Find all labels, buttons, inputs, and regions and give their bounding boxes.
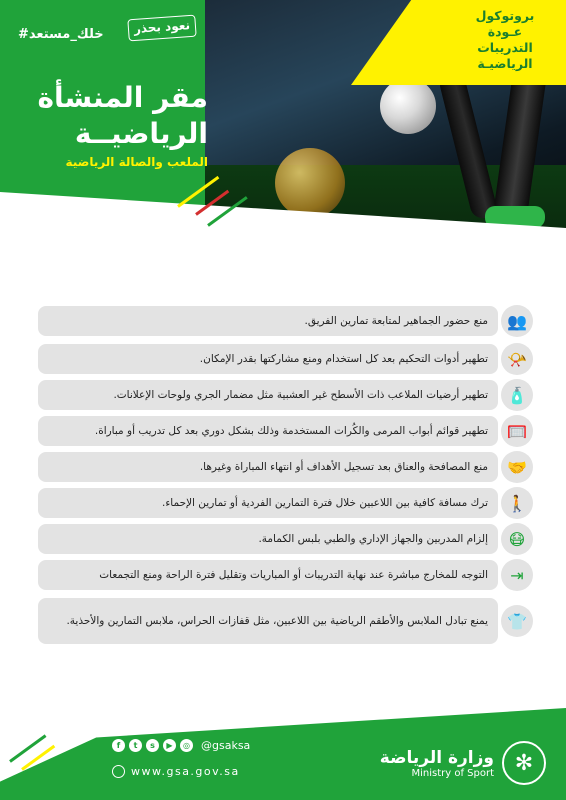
page-subtitle: الملعب والصالة الرياضية	[65, 155, 208, 169]
protocol-title: بروتوكول عـودة التدريبات الرياضيـة	[475, 8, 535, 71]
distance-icon: 🚶	[501, 487, 533, 519]
palm-swords-emblem-icon: ✻	[502, 741, 546, 785]
website-link[interactable]	[112, 765, 240, 778]
page-title: مقر المنشأة الرياضيــة	[37, 81, 208, 150]
spray-icon: 🧴	[501, 379, 533, 411]
exit-icon: ⇥	[501, 559, 533, 591]
handshake-icon: 🤝	[501, 451, 533, 483]
youtube-icon[interactable]: ▶	[163, 739, 176, 752]
globe-icon	[112, 765, 125, 778]
snapchat-icon[interactable]: s	[146, 739, 159, 752]
goal-icon: 🥅	[501, 415, 533, 447]
no-sharing-icon: 👕	[501, 605, 533, 637]
people-icon: 👥	[501, 305, 533, 337]
ball-image	[275, 148, 345, 218]
ball-image	[380, 78, 436, 134]
ministry-name-ar: وزارة الرياضة	[379, 747, 494, 768]
hashtag-slogan: #خلك_مستعد	[18, 27, 104, 42]
twitter-icon[interactable]: t	[129, 739, 142, 752]
website-url[interactable]: www.gsa.gov.sa	[131, 765, 240, 778]
social-handle[interactable]: @gsaksa	[201, 739, 251, 752]
ministry-logo	[380, 741, 546, 785]
social-links	[112, 739, 250, 752]
ministry-name-en: Ministry of Sport	[411, 767, 494, 779]
mask-icon: 😷	[501, 523, 533, 555]
header-banner	[0, 0, 566, 235]
instagram-icon[interactable]: ◎	[180, 739, 193, 752]
whistle-icon: 📯	[501, 343, 533, 375]
return-slogan: نعود بحذر	[127, 15, 196, 42]
facebook-icon[interactable]: f	[112, 739, 125, 752]
